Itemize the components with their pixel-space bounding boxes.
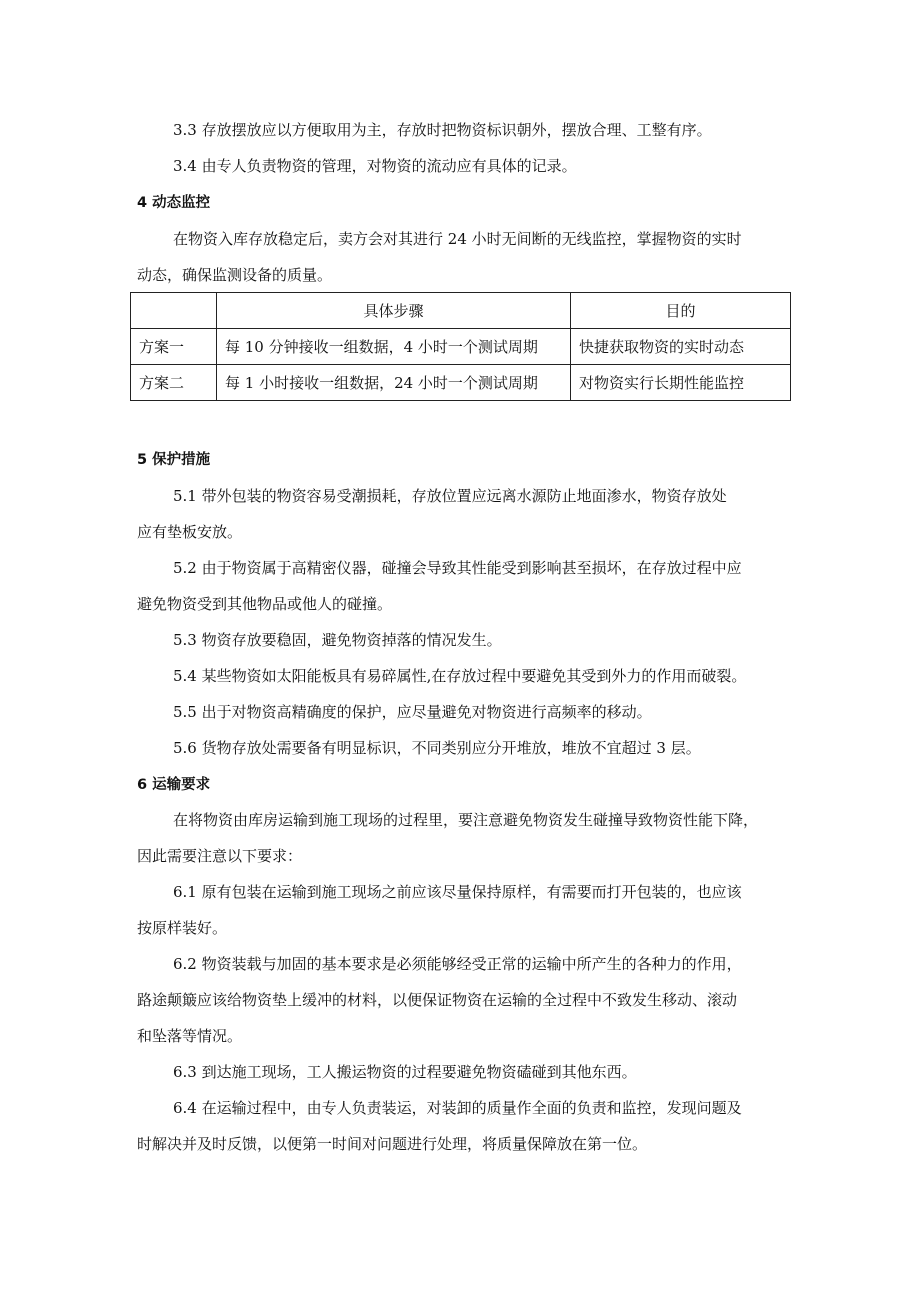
- table-header-cell: [131, 293, 217, 329]
- paragraph-5-2-line-1: 5.2 由于物资属于高精密仪器，碰撞会导致其性能受到影响甚至损坏，在存放过程中应: [173, 559, 742, 577]
- paragraph-5-4: 5.4 某些物资如太阳能板具有易碎属性,在存放过程中要避免其受到外力的作用而破裂。: [173, 667, 747, 685]
- paragraph-6-2-line-1: 6.2 物资装载与加固的基本要求是必须能够经受正常的运输中所产生的各种力的作用，: [173, 955, 742, 973]
- paragraph-5-1-line-2: 应有垫板安放。: [137, 523, 243, 541]
- paragraph-6-line-1: 在将物资由库房运输到施工现场的过程里，要注意避免物资发生碰撞导致物资性能下降，: [173, 811, 759, 829]
- paragraph-3-4: 3.4 由专人负责物资的管理，对物资的流动应有具体的记录。: [173, 157, 577, 175]
- paragraph-4-line-2: 动态，确保监测设备的质量。: [137, 266, 333, 284]
- paragraph-6-1-line-2: 按原样装好。: [137, 919, 228, 937]
- paragraph-6-2-line-2: 路途颠簸应该给物资垫上缓冲的材料，以便保证物资在运输的全过程中不致发生移动、滚动: [137, 991, 738, 1009]
- table-header-cell: 具体步骤: [217, 293, 571, 329]
- paragraph-5-5: 5.5 出于对物资高精确度的保护，应尽量避免对物资进行高频率的移动。: [173, 703, 652, 721]
- table-row: [131, 365, 791, 401]
- table-cell: 方案一: [131, 329, 217, 365]
- paragraph-4-line-1: 在物资入库存放稳定后，卖方会对其进行 24 小时无间断的无线监控，掌握物资的实时: [173, 230, 742, 248]
- table-cell: 方案二: [131, 365, 217, 401]
- paragraph-5-2-line-2: 避免物资受到其他物品或他人的碰撞。: [137, 595, 393, 613]
- table-header-cell: 目的: [571, 293, 791, 329]
- paragraph-5-1-line-1: 5.1 带外包装的物资容易受潮损耗，存放位置应远离水源防止地面渗水，物资存放处: [173, 487, 727, 505]
- paragraph-6-2-line-3: 和坠落等情况。: [137, 1027, 243, 1045]
- paragraph-6-1-line-1: 6.1 原有包装在运输到施工现场之前应该尽量保持原样，有需要而打开包装的，也应该: [173, 883, 742, 901]
- paragraph-6-3: 6.3 到达施工现场，工人搬运物资的过程要避免物资磕碰到其他东西。: [173, 1063, 637, 1081]
- section-heading-5: 5 保护措施: [137, 452, 211, 468]
- paragraph-6-line-2: 因此需要注意以下要求：: [137, 847, 303, 865]
- table-row: [131, 329, 791, 365]
- table-cell: 快捷获取物资的实时动态: [571, 329, 791, 365]
- section-heading-6: 6 运输要求: [137, 777, 211, 793]
- paragraph-5-6: 5.6 货物存放处需要备有明显标识，不同类别应分开堆放，堆放不宜超过 3 层。: [173, 739, 701, 757]
- section-heading-4: 4 动态监控: [137, 195, 211, 211]
- paragraph-3-3: 3.3 存放摆放应以方便取用为主，存放时把物资标识朝外，摆放合理、工整有序。: [173, 121, 712, 139]
- paragraph-6-4-line-2: 时解决并及时反馈，以便第一时间对问题进行处理，将质量保障放在第一位。: [137, 1135, 648, 1153]
- table-cell: 对物资实行长期性能监控: [571, 365, 791, 401]
- table-header-row: [131, 293, 791, 329]
- monitoring-plan-table: [130, 292, 791, 401]
- table-cell: 每 10 分钟接收一组数据，4 小时一个测试周期: [217, 329, 571, 365]
- paragraph-5-3: 5.3 物资存放要稳固，避免物资掉落的情况发生。: [173, 631, 502, 649]
- table-cell: 每 1 小时接收一组数据，24 小时一个测试周期: [217, 365, 571, 401]
- paragraph-6-4-line-1: 6.4 在运输过程中，由专人负责装运，对装卸的质量作全面的负责和监控，发现问题及: [173, 1099, 742, 1117]
